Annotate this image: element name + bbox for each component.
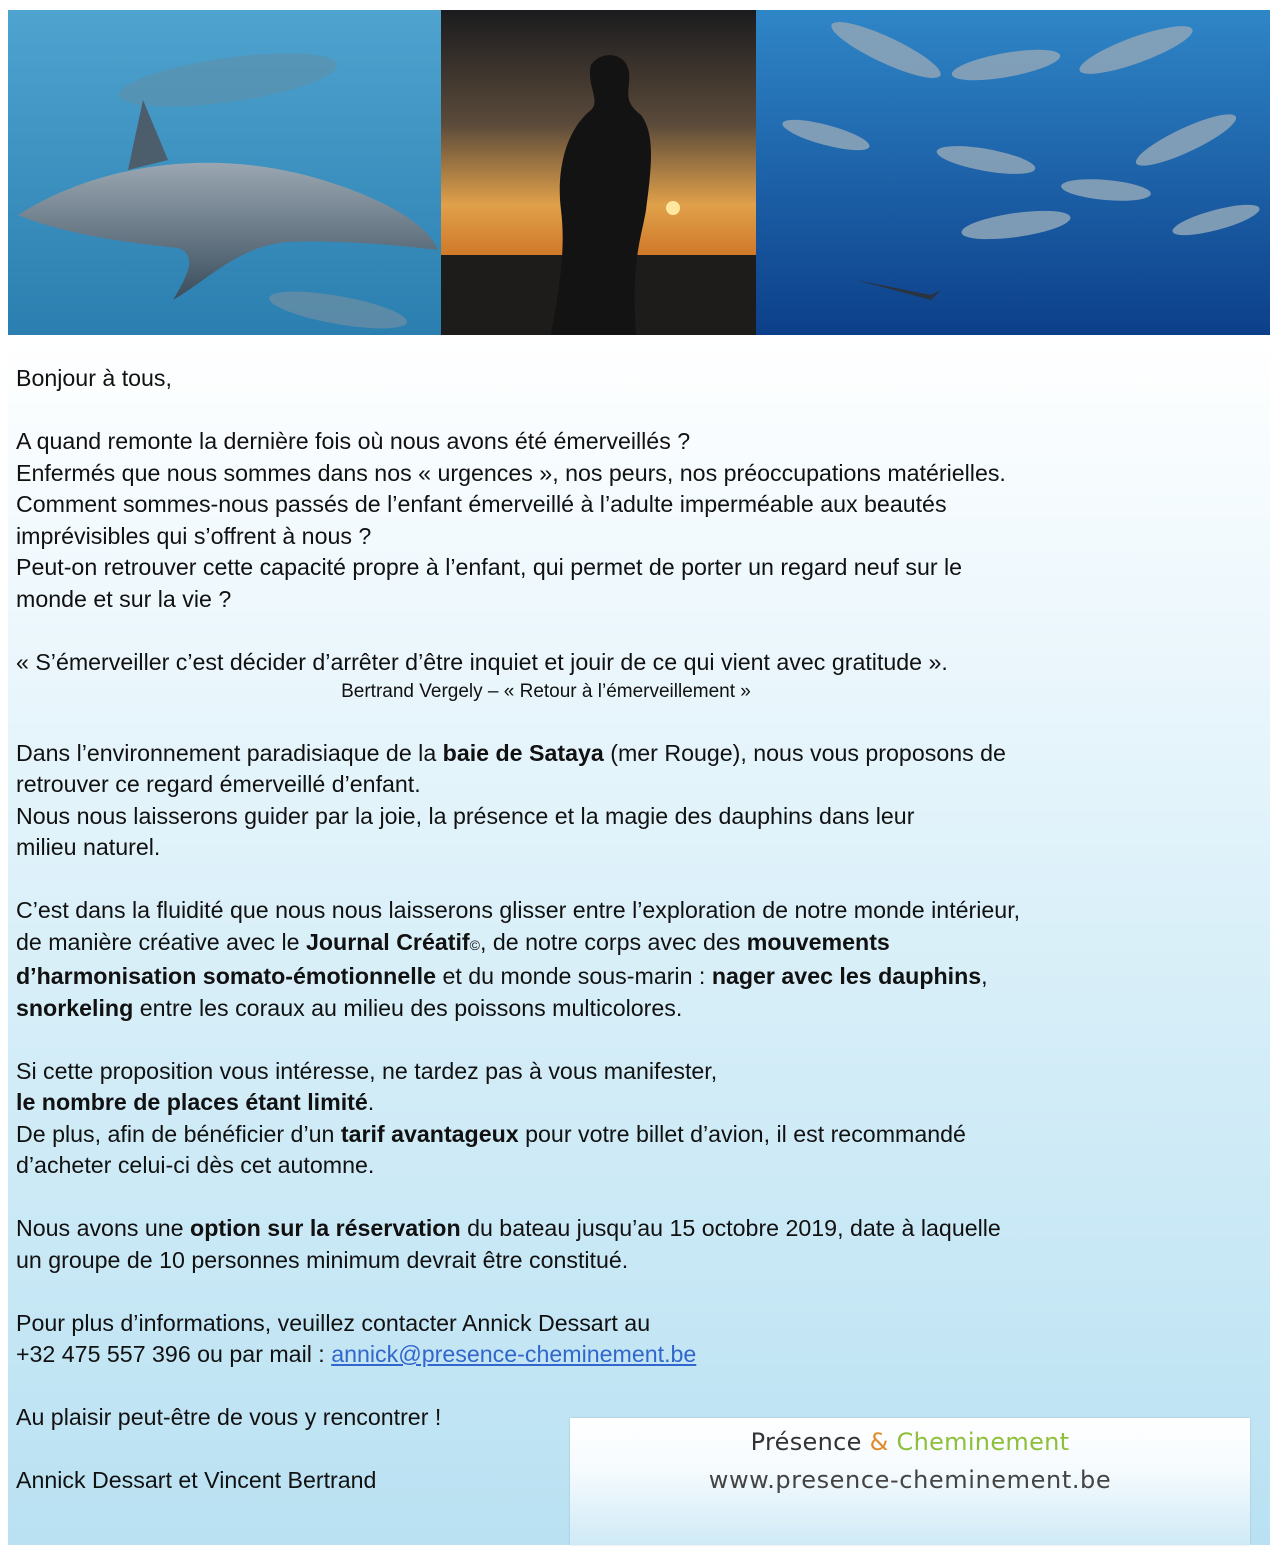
paragraph-sataya: Dans l’environnement paradisiaque de la baie de Sataya (mer Rouge), nous vous proposons de retrouver ce regard émerveillé d’enfant. Nous nous laisserons guider par la joie, la présence et la magie des dauphins dans leur milieu naturel. [16, 739, 1006, 860]
logo-website[interactable]: www.presence-cheminement.be [708, 1466, 1112, 1494]
letter-text [16, 363, 1216, 1528]
quote-text: « S’émerveiller c’est décider d’arrêter d’être inquiet et jouir de ce qui vient avec gratitude ». [16, 648, 948, 675]
paragraph-reservation: Nous avons une option sur la réservation du bateau jusqu’au 15 octobre 2019, date à laquelle un groupe de 10 personnes minimum devrait être constitué. [16, 1215, 1001, 1273]
closing-line: Au plaisir peut-être de vous y rencontrer ! [16, 1404, 442, 1430]
paragraph-contact: Pour plus d’informations, veuillez contacter Annick Dessart au +32 475 557 396 ou par mail : annick@presence-cheminement.be [16, 1309, 697, 1367]
letter-body [8, 335, 1270, 1545]
paragraph-wonder: A quand remonte la dernière fois où nous avons été émerveillés ? Enfermés que nous sommes dans nos « urgences », nos peurs, nos préoccupations matérielles. Comment sommes-nous passés de l’enfant émerveillé à l’adulte imperméable aux beautés imprévisibles qui s’offrent à nous ? Peut-on retrouver cette capacité propre à l’enfant, qui permet de porter un regard neuf sur le monde et sur la vie ? [16, 428, 1006, 612]
email-link[interactable]: annick@presence-cheminement.be [331, 1341, 697, 1367]
signature: Annick Dessart et Vincent Bertrand [16, 1467, 377, 1493]
paragraph-activities: C’est dans la fluidité que nous nous laisserons glisser entre l’exploration de notre monde intérieur, de manière créative avec le Journal Créatif©, de notre corps avec des mouvements d’harmonisation somato-émotionnelle et du monde sous-marin : nager avec les dauphins, snorkeling entre les coraux au milieu des poissons multicolores. [16, 897, 1021, 1021]
sunset-silhouette-photo [441, 10, 756, 335]
dolphin-photo-left [8, 10, 441, 335]
header-photos [8, 10, 1270, 335]
dolphin-pod-photo [756, 10, 1270, 335]
logo-title: Présence & Cheminement [750, 1428, 1070, 1456]
paragraph-places: Si cette proposition vous intéresse, ne tardez pas à vous manifester, le nombre de places étant limité. De plus, afin de bénéficier d’un tarif avantageux pour votre billet d’avion, il est recommandé d’acheter celui-ci dès cet automne. [16, 1057, 966, 1178]
quote-block [16, 647, 1216, 707]
quote-author: Bertrand Vergely – « Retour à l’émerveillement » [341, 681, 751, 702]
presence-cheminement-logo [570, 1418, 1250, 1545]
greeting: Bonjour à tous, [16, 365, 172, 391]
